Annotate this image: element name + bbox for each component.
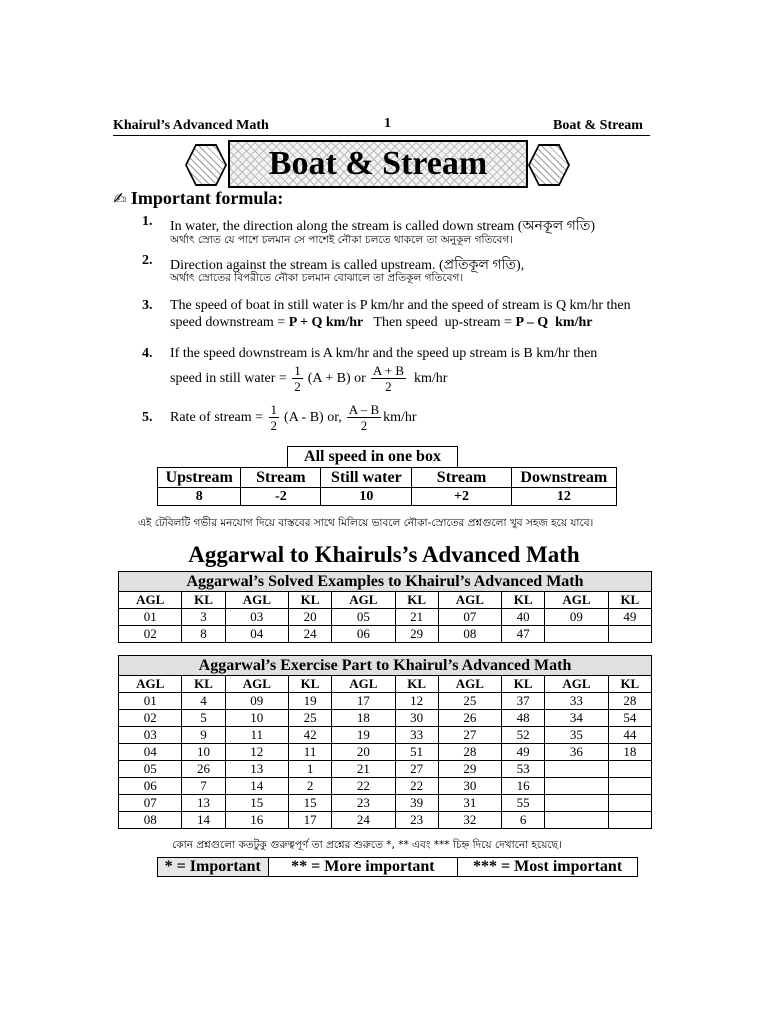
solved-table-title: Aggarwal’s Solved Examples to Khairul’s Advanced Math — [119, 572, 652, 592]
formula-4-line1: If the speed downstream is A km/hr and the speed up stream is B km/hr then — [170, 346, 598, 361]
exercise-cell: 31 — [438, 795, 501, 812]
exercise-cell: 6 — [502, 812, 545, 829]
exercise-cell: 33 — [545, 693, 608, 710]
exercise-cell: 51 — [395, 744, 438, 761]
exercise-cell: 48 — [502, 710, 545, 727]
formula-4-fraction-2 — [371, 363, 406, 394]
exercise-cell: 10 — [182, 744, 225, 761]
solved-cell: 8 — [182, 626, 225, 643]
solved-column-header: KL — [289, 592, 332, 609]
page-title: Boat & Stream — [268, 145, 488, 182]
exercise-cell: 12 — [395, 693, 438, 710]
solved-column-header: AGL — [545, 592, 608, 609]
exercise-cell: 26 — [438, 710, 501, 727]
solved-header-row — [119, 592, 652, 609]
hexagon-ornament-left — [185, 144, 227, 186]
formula-5 — [142, 402, 417, 433]
exercise-cell: 7 — [182, 778, 225, 795]
solved-examples-table — [118, 571, 652, 643]
table-row — [119, 626, 652, 643]
legend-important: * = Important — [158, 858, 269, 877]
exercise-cell: 19 — [332, 727, 395, 744]
exercise-cell: 23 — [395, 812, 438, 829]
exercise-cell: 18 — [608, 744, 651, 761]
exercise-cell: 18 — [332, 710, 395, 727]
solved-cell: 40 — [502, 609, 545, 626]
importance-legend — [157, 857, 638, 877]
exercise-cell: 19 — [289, 693, 332, 710]
legend-row — [158, 858, 638, 877]
table-row — [119, 693, 652, 710]
exercise-cell: 16 — [502, 778, 545, 795]
exercise-cell: 28 — [608, 693, 651, 710]
formula-3-upstream: P – Q km/hr — [515, 315, 593, 330]
solved-cell: 21 — [395, 609, 438, 626]
exercise-cell: 4 — [182, 693, 225, 710]
formula-3-text-a: speed downstream = — [170, 315, 289, 330]
formula-5-mid: (A - B) or, — [284, 409, 342, 425]
speed-value: +2 — [412, 488, 511, 506]
exercise-column-header: AGL — [438, 676, 501, 693]
formula-1-number: 1. — [142, 214, 153, 229]
speed-header: Downstream — [511, 468, 616, 488]
formula-heading — [113, 188, 283, 209]
exercise-cell: 39 — [395, 795, 438, 812]
speed-header: Stream — [241, 468, 321, 488]
formula-4-expression — [170, 363, 447, 394]
solved-cell: 24 — [289, 626, 332, 643]
solved-cell — [608, 626, 651, 643]
formula-5-unit: km/hr — [383, 409, 417, 425]
fraction-denominator: 2 — [294, 379, 301, 394]
exercise-cell: 13 — [182, 795, 225, 812]
speed-header: Still water — [321, 468, 412, 488]
formula-5-number: 5. — [142, 409, 153, 425]
exercise-cell: 05 — [119, 761, 182, 778]
solved-column-header: KL — [608, 592, 651, 609]
formula-4-mid: (A + B) or — [307, 370, 366, 386]
exercise-cell: 32 — [438, 812, 501, 829]
exercise-cell: 29 — [438, 761, 501, 778]
speed-value: 8 — [158, 488, 241, 506]
exercise-column-header: AGL — [332, 676, 395, 693]
table-row — [119, 795, 652, 812]
exercise-cell: 14 — [182, 812, 225, 829]
formula-1-line1: In water, the direction along the stream is called down stream (অনকূল গতি) — [170, 219, 595, 234]
speed-box-title: All speed in one box — [287, 446, 458, 468]
exercise-cell: 13 — [225, 761, 288, 778]
table-row — [119, 609, 652, 626]
solved-column-header: KL — [182, 592, 225, 609]
table-row — [119, 812, 652, 829]
exercise-cell: 28 — [438, 744, 501, 761]
exercise-cell: 11 — [225, 727, 288, 744]
solved-cell: 01 — [119, 609, 182, 626]
formula-2-line1: Direction against the stream is called upstream. (প্রতিকূল গতি), — [170, 258, 525, 273]
writing-hand-icon: ✍ — [113, 189, 127, 208]
exercise-cell: 20 — [332, 744, 395, 761]
legend-most-important: *** = Most important — [458, 858, 638, 877]
exercise-cell — [608, 778, 651, 795]
formula-3-line1: The speed of boat in still water is P km/hr and the speed of stream is Q km/hr then — [170, 298, 631, 313]
table-row — [119, 744, 652, 761]
header-right: Boat & Stream — [553, 118, 643, 133]
solved-cell: 02 — [119, 626, 182, 643]
exercise-cell: 16 — [225, 812, 288, 829]
solved-cell: 03 — [225, 609, 288, 626]
exercise-cell: 27 — [395, 761, 438, 778]
speed-table-header-row — [158, 468, 617, 488]
exercise-cell: 25 — [438, 693, 501, 710]
formula-3-line2 — [170, 315, 592, 331]
exercise-cell: 17 — [289, 812, 332, 829]
solved-column-header: AGL — [119, 592, 182, 609]
exercise-cell: 04 — [119, 744, 182, 761]
fraction-denominator: 2 — [360, 418, 368, 433]
formula-3-downstream: P + Q km/hr — [288, 315, 364, 330]
exercise-cell: 44 — [608, 727, 651, 744]
formula-1-line2: অর্থাৎ স্রোত যে পাশে চলমান সে পাশেই নৌকা চলতে থাকলে তা অনুকূল গতিবেগ। — [170, 234, 514, 246]
solved-cell — [545, 626, 608, 643]
solved-column-header: KL — [395, 592, 438, 609]
header-rule — [113, 135, 650, 136]
speed-value: 12 — [511, 488, 616, 506]
exercise-cell: 21 — [332, 761, 395, 778]
exercise-title-row — [119, 656, 652, 676]
speed-value: -2 — [241, 488, 321, 506]
formula-2-number: 2. — [142, 253, 153, 268]
solved-cell: 05 — [332, 609, 395, 626]
exercise-cell: 02 — [119, 710, 182, 727]
solved-cell: 07 — [438, 609, 501, 626]
exercise-column-header: AGL — [119, 676, 182, 693]
speed-table — [157, 467, 617, 506]
exercise-column-header: KL — [289, 676, 332, 693]
exercise-cell: 42 — [289, 727, 332, 744]
exercise-cell: 1 — [289, 761, 332, 778]
table-row — [119, 727, 652, 744]
exercise-cell: 36 — [545, 744, 608, 761]
fraction-denominator: 2 — [270, 418, 278, 433]
exercise-cell: 12 — [225, 744, 288, 761]
exercise-column-header: KL — [395, 676, 438, 693]
speed-header: Stream — [412, 468, 511, 488]
page-number: 1 — [384, 116, 391, 131]
exercise-cell: 22 — [332, 778, 395, 795]
exercise-cell: 52 — [502, 727, 545, 744]
exercise-cell: 55 — [502, 795, 545, 812]
solved-cell: 06 — [332, 626, 395, 643]
speed-value: 10 — [321, 488, 412, 506]
solved-cell: 04 — [225, 626, 288, 643]
exercise-cell: 35 — [545, 727, 608, 744]
formula-4-unit: km/hr — [414, 370, 448, 386]
exercise-cell — [608, 761, 651, 778]
exercise-column-header: AGL — [545, 676, 608, 693]
exercise-table — [118, 655, 652, 829]
exercise-cell — [608, 795, 651, 812]
exercise-cell: 15 — [289, 795, 332, 812]
exercise-cell: 17 — [332, 693, 395, 710]
speed-header: Upstream — [158, 468, 241, 488]
formula-5-fraction-2 — [347, 402, 381, 433]
solved-column-header: KL — [502, 592, 545, 609]
exercise-cell: 27 — [438, 727, 501, 744]
exercise-cell: 53 — [502, 761, 545, 778]
exercise-cell — [545, 778, 608, 795]
solved-cell: 29 — [395, 626, 438, 643]
exercise-cell: 2 — [289, 778, 332, 795]
exercise-cell: 30 — [395, 710, 438, 727]
exercise-cell: 03 — [119, 727, 182, 744]
note-importance: কোন প্রশ্নগুলো কতটুকু গুরুত্বপূর্ণ তা প্রশ্নের শুরুতে *, ** এবং *** চিহ্ন দিয়ে দেখানো হয়েছে। — [172, 839, 562, 851]
exercise-cell — [608, 812, 651, 829]
exercise-cell: 9 — [182, 727, 225, 744]
fraction-numerator: 1 — [270, 402, 278, 417]
exercise-cell — [545, 795, 608, 812]
exercise-cell: 25 — [289, 710, 332, 727]
exercise-cell: 37 — [502, 693, 545, 710]
formula-3-number: 3. — [142, 298, 153, 313]
exercise-cell: 34 — [545, 710, 608, 727]
formula-4-number: 4. — [142, 346, 153, 361]
exercise-cell: 22 — [395, 778, 438, 795]
fraction-numerator: A – B — [348, 402, 380, 417]
exercise-cell: 24 — [332, 812, 395, 829]
fraction-denominator: 2 — [385, 379, 392, 394]
exercise-cell: 09 — [225, 693, 288, 710]
fraction-numerator: A + B — [372, 363, 405, 378]
exercise-cell: 30 — [438, 778, 501, 795]
solved-column-header: AGL — [332, 592, 395, 609]
exercise-column-header: KL — [502, 676, 545, 693]
exercise-cell: 07 — [119, 795, 182, 812]
legend-more-important: ** = More important — [268, 858, 458, 877]
formula-2-line2: অর্থাৎ স্রোতের বিপরীতে নৌকা চলমান বোঝালে তা প্রতিকূল গতিবেগ। — [170, 272, 464, 284]
speed-table-value-row — [158, 488, 617, 506]
exercise-cell — [545, 761, 608, 778]
solved-cell: 3 — [182, 609, 225, 626]
exercise-column-header: KL — [182, 676, 225, 693]
solved-cell: 20 — [289, 609, 332, 626]
header-left: Khairul’s Advanced Math — [113, 118, 269, 133]
solved-title-row — [119, 572, 652, 592]
exercise-cell: 06 — [119, 778, 182, 795]
formula-4-fraction-1 — [292, 363, 303, 394]
fraction-numerator: 1 — [294, 363, 301, 378]
formula-3-text-c: Then speed up-stream = — [363, 315, 516, 330]
exercise-cell: 15 — [225, 795, 288, 812]
formula-4-pre: speed in still water = — [170, 370, 291, 386]
formula-heading-text: Important formula: — [130, 188, 284, 208]
exercise-cell: 49 — [502, 744, 545, 761]
exercise-cell: 10 — [225, 710, 288, 727]
exercise-table-title: Aggarwal’s Exercise Part to Khairul’s Advanced Math — [119, 656, 652, 676]
exercise-cell: 01 — [119, 693, 182, 710]
title-banner — [228, 140, 528, 188]
exercise-column-header: KL — [608, 676, 651, 693]
table-row — [119, 710, 652, 727]
solved-cell: 47 — [502, 626, 545, 643]
exercise-cell: 5 — [182, 710, 225, 727]
exercise-cell: 08 — [119, 812, 182, 829]
exercise-cell: 23 — [332, 795, 395, 812]
exercise-cell: 54 — [608, 710, 651, 727]
exercise-cell: 26 — [182, 761, 225, 778]
solved-cell: 49 — [608, 609, 651, 626]
exercise-cell: 33 — [395, 727, 438, 744]
exercise-cell: 14 — [225, 778, 288, 795]
solved-column-header: AGL — [438, 592, 501, 609]
exercise-header-row — [119, 676, 652, 693]
solved-cell: 08 — [438, 626, 501, 643]
exercise-column-header: AGL — [225, 676, 288, 693]
exercise-cell: 11 — [289, 744, 332, 761]
aggarwal-title: Aggarwal to Khairuls’s Advanced Math — [188, 542, 580, 567]
table-row — [119, 761, 652, 778]
solved-column-header: AGL — [225, 592, 288, 609]
exercise-cell — [545, 812, 608, 829]
note-table-usage: এই টেবিলটি গভীর মনযোগ দিয়ে বাস্তবের সাথে মিলিয়ে ভাবলে নৌকা-স্রোতের প্রশ্নগুলো খুব সহজ হয়ে যাবে। — [138, 517, 594, 529]
hexagon-ornament-right — [528, 144, 570, 186]
formula-5-fraction-1 — [269, 402, 280, 433]
table-row — [119, 778, 652, 795]
formula-5-pre: Rate of stream = — [170, 409, 267, 425]
solved-cell: 09 — [545, 609, 608, 626]
